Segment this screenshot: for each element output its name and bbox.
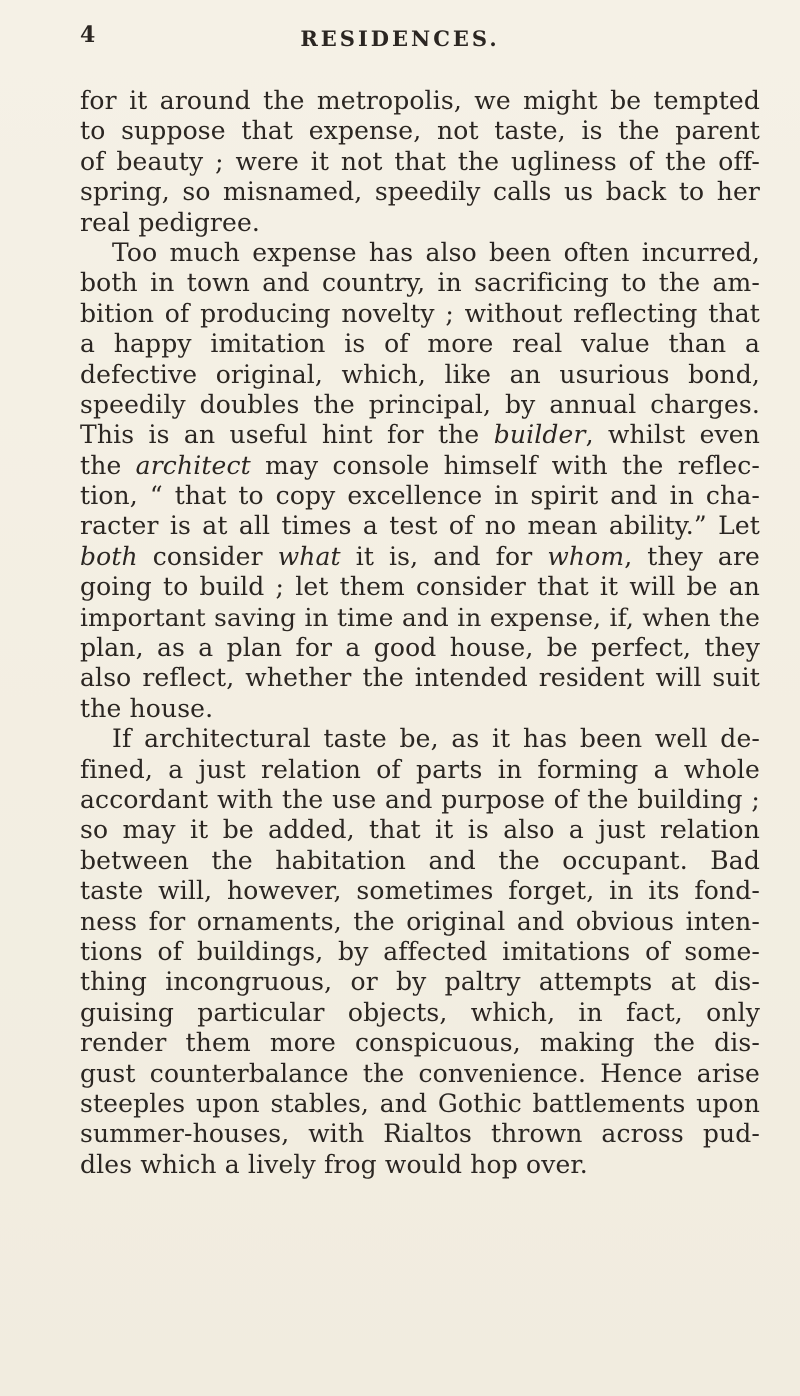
page-number: 4 — [80, 22, 96, 48]
text-line: both in town and country, in sacrificing to the am- — [80, 268, 760, 298]
text-line: racter is at all times a test of no mean ability.” Let — [80, 511, 760, 541]
text-line: summer-houses, with Rialtos thrown across pud- — [80, 1119, 760, 1149]
text-line — [80, 451, 760, 481]
text-line: tions of buildings, by affected imitations of some- — [80, 936, 760, 966]
text-run: may console himself with the reflec- — [250, 450, 760, 480]
italic-run: what — [277, 541, 341, 571]
italic-run: builder — [493, 420, 586, 450]
text-run: consider — [137, 541, 278, 571]
text-line: going to build ; let them consider that it will be an — [80, 572, 760, 602]
text-line: to suppose that expense, not taste, is the parent — [80, 116, 760, 146]
text-line: If architectural taste be, as it has been well de- — [112, 724, 760, 754]
text-line: bition of producing novelty ; without reflecting that — [80, 298, 760, 328]
text-line: between the habitation and the occupant. Bad — [80, 845, 760, 875]
text-line: so may it be added, that it is also a just relation — [80, 815, 760, 845]
italic-run: whom — [547, 541, 625, 571]
text-line: defective original, which, like an usurious bond, — [80, 359, 760, 389]
text-line: thing incongruous, or by paltry attempts at dis- — [80, 967, 760, 997]
text-line: accordant with the use and purpose of the building ; — [80, 784, 760, 814]
italic-run: architect — [135, 450, 251, 480]
text-line: dles which a lively frog would hop over. — [80, 1149, 588, 1179]
text-run: , they are — [624, 541, 761, 571]
text-line: ness for ornaments, the original and obvious inten- — [80, 906, 760, 936]
text-line: also reflect, whether the intended resident will suit — [80, 663, 760, 693]
text-line: important saving in time and in expense, if, when the — [80, 602, 760, 632]
text-line: tion, “ that to copy excellence in spirit and in cha- — [80, 481, 760, 511]
page-header — [80, 22, 760, 62]
text-line: real pedigree. — [80, 207, 260, 237]
text-line: guising particular objects, which, in fact, only — [80, 997, 760, 1027]
body-text — [80, 86, 760, 1180]
text-line: of beauty ; were it not that the ugliness of the off- — [80, 146, 760, 176]
running-title: RESIDENCES. — [300, 26, 500, 51]
text-line: render them more conspicuous, making the dis- — [80, 1028, 760, 1058]
text-run: , whilst even — [585, 420, 760, 450]
text-line: gust counterbalance the convenience. Hence arise — [80, 1058, 760, 1088]
text-line: plan, as a plan for a good house, be perfect, they — [80, 633, 760, 663]
text-line: for it around the metropolis, we might be tempted — [80, 86, 760, 115]
text-run: it is, and for — [340, 541, 548, 571]
text-line — [80, 542, 760, 572]
text-line: taste will, however, sometimes forget, in its fond- — [80, 876, 760, 906]
text-run: the — [80, 450, 136, 480]
text-line: fined, a just relation of parts in forming a whole — [80, 754, 760, 784]
text-line: a happy imitation is of more real value than a — [80, 329, 760, 359]
text-line: Too much expense has also been often incurred, — [112, 237, 760, 267]
text-run: This is an useful hint for the — [80, 420, 494, 450]
text-line — [80, 420, 760, 450]
text-line: spring, so misnamed, speedily calls us back to her — [80, 177, 760, 207]
text-line: steeples upon stables, and Gothic battlements upon — [80, 1088, 760, 1118]
text-line: speedily doubles the principal, by annual charges. — [80, 389, 760, 419]
text-line: the house. — [80, 693, 214, 723]
italic-run: both — [80, 541, 138, 571]
